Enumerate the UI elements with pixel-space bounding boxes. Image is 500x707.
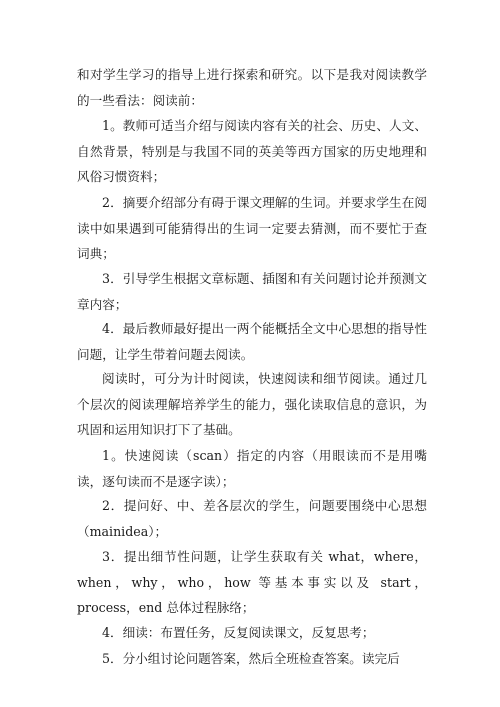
paragraph-during-3: 3．提出细节性问题，让学生获取有关 what，where，when，why，who，how 等基本事实以及 start，process，end 总体过程脉络； [77, 549, 427, 615]
paragraph-pre-3: 3．引导学生根据文章标题、插图和有关问题讨论并预测文章内容； [77, 271, 427, 312]
paragraph-during: 阅读时，可分为计时阅读，快速阅读和细节阅读。通过几个层次的阅读理解培养学生的能力，强化读取信息的意识，为巩固和运用知识打下了基础。 [77, 371, 427, 437]
paragraph-during-4: 4．细读：布置任务，反复阅读课文，反复思考； [102, 625, 375, 640]
paragraph-during-2: 2．提问好、中、差各层次的学生，问题要围绕中心思想（mainidea）； [77, 498, 427, 539]
paragraph-pre-2: 2．摘要介绍部分有碍于课文理解的生词。并要求学生在阅读中如果遇到可能猜得出的生词一定要去猜测，而不要忙于查词典； [77, 195, 427, 261]
paragraph-during-1: 1。快速阅读（scan）指定的内容（用眼读而不是用嘴读，逐句读而不是逐字读）； [77, 448, 427, 489]
paragraph-during-5: 5．分小组讨论问题答案，然后全班检查答案。读完后 [102, 651, 400, 666]
paragraph-pre-4: 4．最后教师最好提出一两个能概括全文中心思想的指导性问题，让学生带着问题去阅读。 [77, 321, 427, 362]
paragraph-intro: 和对学生学习的指导上进行探索和研究。以下是我对阅读教学的一些看法：阅读前： [77, 67, 427, 108]
paragraph-pre-1: 1。教师可适当介绍与阅读内容有关的社会、历史、人文、自然背景，特别是与我国不同的英美等西方国家的历史地理和风俗习惯资料； [77, 118, 427, 184]
